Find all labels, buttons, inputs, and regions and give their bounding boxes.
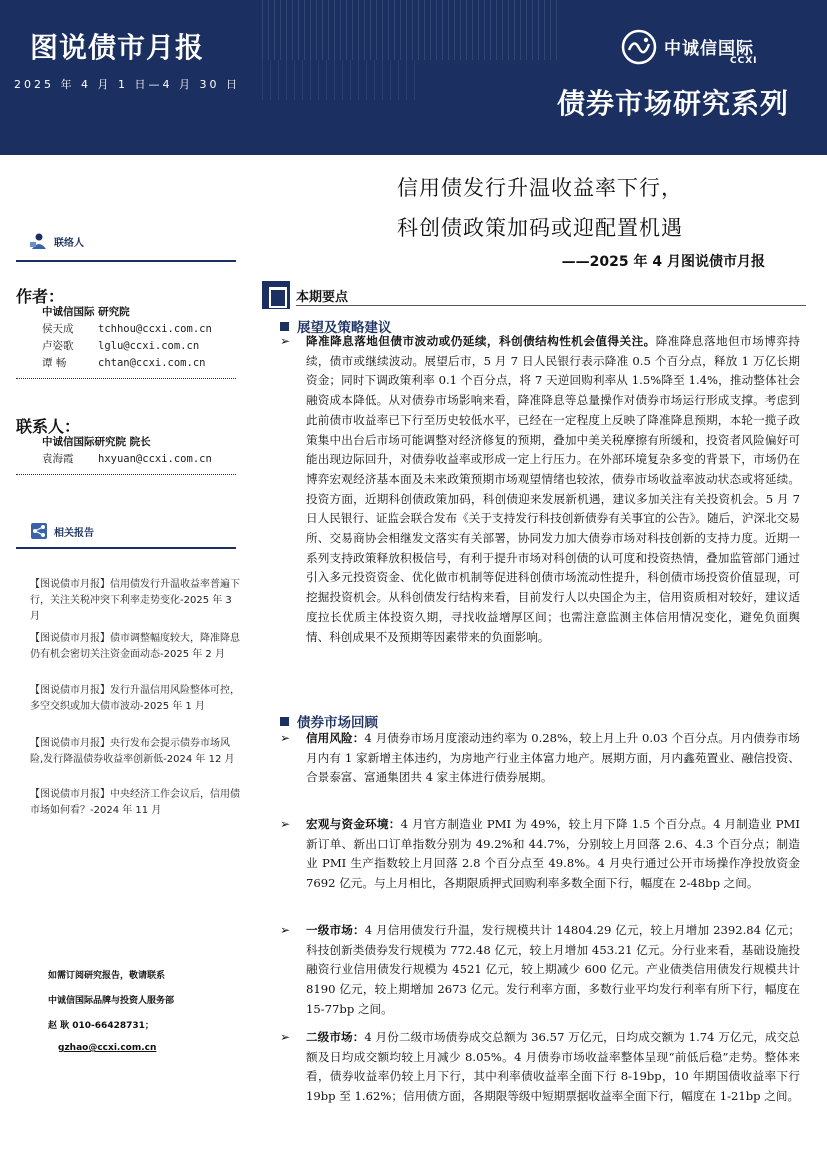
author-name: 谭 畅 [42, 357, 67, 369]
review-item [280, 921, 800, 1020]
subscribe-contact: 赵 耿 010-66428731； [48, 1021, 154, 1031]
divider [16, 547, 236, 549]
contact-email[interactable]: hxyuan@ccxi.com.cn [98, 453, 212, 465]
headline-line-1: 信用债发行升温收益率下行， [397, 176, 683, 200]
header-pattern [262, 60, 422, 100]
author-row [42, 338, 199, 353]
subscribe-dept: 中诚信国际品牌与投资人服务部 [48, 996, 175, 1006]
subscribe-email-link[interactable]: gzhao@ccxi.com.cn [58, 1043, 157, 1053]
contact-label-text: 联络人 [54, 237, 84, 249]
arrow-bullet-icon: ➢ [280, 334, 291, 348]
contact-heading: 联系人： [16, 417, 81, 436]
related-section-label [30, 522, 94, 540]
contact-row [42, 451, 212, 466]
author-name: 卢姿歌 [42, 340, 74, 352]
review-lead: 宏观与资金环境： [306, 817, 401, 831]
arrow-bullet-icon: ➢ [280, 923, 291, 937]
outlook-text: 降准降息落地但市场博弈持续，债市或继续波动。展望后市，5 月 7 日人民银行表示降准 0.5 个百分点，释放 1 万亿长期资金；同时下调政策利率 0.1 个百分点，将 7 天逆回购利率从 1.5%降至 1.4%，推动整体社会融资成本降低。从对债券市场影响来看，降准降息等总量操作对债券市场运行形成支撑。考虑到此前债市收益率已下行至历史较低水平，已经在一定程度上反映了降准降息预期，本轮一揽子政策集中出台后市场可能调整对经济修复的预期，叠加中美关税摩擦有所缓和，投资者风险偏好可能出现边际回升，对债券收益率或形成一定上行压力。在外部环境复杂多变的背景下，市场仍在博弈宏观经济基本面及未来政策预期市场观望情绪也较浓，债券市场收益率波动状态或将延续。投资方面，近期科创债政策加码，科创债迎来发展新机遇，建议多加关注有关投资机会。5 月 7 日人民银行、证监会联合发布《关于支持发行科技创新债券有关事宜的公告》。随后，沪深北交易所、交易商协会相继发文落实有关部署，协同发力加大债券市场对科技创新的支持力度。近期一系列支持政策释放积极信号，有利于提升市场对科创债的认可度和投资热情，叠加监管部门通过引入多元投资资金、优化做市机制等促进科创债市场流动性提升，科创债市场投资价值显现，可挖掘投资机会。从科创债发行结构来看，目前发行人以央国企为主，信用资质相对较好，建议适度拉长优质主体投资久期，寻找收益增厚区间；也需注意监测主体信用情况变化，避免负面舆情、科创成果不及预期等因素带来的负面影响。 [306, 334, 800, 644]
review-lead: 信用风险： [306, 731, 365, 745]
arrow-bullet-icon: ➢ [280, 1030, 291, 1044]
review-text: 4 月信用债发行升温，发行规模共计 14804.29 亿元，较上月增加 2392.84 亿元；科技创新类债券发行规模为 772.48 亿元，较上月增加 453.21 亿元。分行业来看，基础设施投融资行业信用债发行规模为 4521 亿元，较上期减少 600 亿元。产业债类信用债发行规模共计 8190 亿元，较上期增加 2673 亿元。发行利率方面，多数行业平均发行利率有所下行，幅度在 15-77bp 之间。 [306, 923, 800, 1016]
related-report-link[interactable]: 【图说债市月报】发行升温信用风险整体可控，多空交织或加大债市波动-2025 年 1 月 [30, 685, 240, 712]
divider [16, 378, 236, 379]
logo-abbr: CCXI [730, 56, 758, 66]
author-row [42, 321, 212, 336]
headline-line-2: 科创债政策加码或迎配置机遇 [397, 216, 683, 240]
related-label-text: 相关报告 [54, 527, 94, 539]
report-date-range: 2025 年 4 月 1 日—4 月 30 日 [14, 78, 240, 91]
headline-subtitle: ——2025 年 4 月图说债市月报 [561, 254, 765, 270]
related-report-link[interactable]: 【图说债市月报】央行发布会提示债券市场风险,发行降温债券收益率创新低-2024 年 12 月 [30, 738, 235, 765]
subscribe-note: 如需订阅研究报告，敬请联系 [48, 971, 166, 981]
series-title: 债券市场研究系列 [556, 87, 789, 120]
section-heading-text: 展望及策略建议 [297, 320, 392, 336]
divider [16, 260, 236, 262]
section-heading-review [280, 711, 378, 731]
authors-heading: 作者： [16, 287, 65, 306]
related-report-link[interactable]: 【图说债市月报】债市调整幅度较大，降准降息仍有机会密切关注资金面动态-2025 年 2 月 [30, 633, 240, 660]
divider [296, 305, 806, 306]
arrow-bullet-icon: ➢ [280, 817, 291, 831]
author-email[interactable]: lglu@ccxi.com.cn [98, 340, 200, 352]
bullet-square-icon [280, 322, 289, 331]
bullet-square-icon [280, 717, 289, 726]
document-icon [262, 281, 290, 309]
author-email[interactable]: tchhou@ccxi.com.cn [98, 323, 212, 335]
report-title-block [0, 0, 262, 155]
header-pattern [262, 0, 562, 60]
outlook-paragraph [280, 332, 800, 647]
review-text: 4 月份二级市场债券成交总额为 36.57 万亿元，日均成交额为 1.74 万亿元，成交总额及日均成交额均较上月减少 8.05%。4 月债券市场收益率整体呈现“前低后稳”走势。整体来看，债券收益率仍较上月下行，其中利率债收益率全面下行 8-19bp，10 年期国债收益率下行 19bp 至 1.62%；信用债方面，各期限等级中短期票据收益率全面下行，幅度在 1-21bp 之间。 [306, 1030, 800, 1104]
review-lead: 一级市场： [306, 923, 365, 937]
logo-name: 中诚信国际 [664, 39, 754, 59]
arrow-bullet-icon: ➢ [280, 731, 291, 745]
report-title: 图说债市月报 [30, 31, 205, 64]
section-heading-text: 债券市场回顾 [297, 715, 378, 731]
ccxi-logo [620, 28, 790, 68]
review-lead: 二级市场： [306, 1030, 365, 1044]
contact-section-label [30, 232, 84, 250]
review-text: 4 月债券市场月度滚动违约率为 0.28%，较上月上升 0.03 个百分点。月内债券市场月内有 1 家新增主体违约，为房地产行业主体富力地产。展期方面，月内鑫苑置业、融信投资、合景泰富、富通集团共 4 家主体进行债券展期。 [306, 731, 800, 785]
review-text: 4 月官方制造业 PMI 为 49%，较上月下降 1.5 个百分点。4 月制造业 PMI 新订单、新出口订单指数分别为 49.2%和 44.7%，分别较上月回落 2.6、4.3 个百分点；制造业 PMI 生产指数较上月回落 2.8 个百分点至 49.8%。4 月央行通过公开市场操作净投放资金 7692 亿元。与上月相比，各期限质押式回购利率多数全面下行，幅度在 2-48bp 之间。 [306, 817, 800, 891]
key-points-label: 本期要点 [296, 289, 349, 305]
authors-org: 中诚信国际 研究院 [42, 306, 130, 318]
share-icon [30, 522, 48, 540]
related-report-link[interactable]: 【图说债市月报】中央经济工作会议后，信用债市场如何看？-2024 年 11 月 [30, 789, 240, 816]
review-item [280, 1028, 800, 1107]
ccxi-logo-icon [620, 28, 658, 66]
contact-name: 袁海霞 [42, 453, 74, 465]
contact-org: 中诚信国际研究院 院长 [42, 436, 151, 448]
related-report-link[interactable]: 【图说债市月报】信用债发行升温收益率普遍下行，关注关税冲突下利率走势变化-2025 年 3 月 [30, 579, 240, 622]
contact-person-icon [30, 232, 48, 250]
divider [16, 474, 236, 475]
review-item [280, 815, 800, 894]
review-item [280, 729, 800, 788]
outlook-lead: 降准降息落地但债市波动或仍延续，科创债结构性机会值得关注。 [306, 334, 656, 348]
author-email[interactable]: chtan@ccxi.com.cn [98, 357, 206, 369]
author-row [42, 355, 205, 370]
author-name: 侯天成 [42, 323, 74, 335]
